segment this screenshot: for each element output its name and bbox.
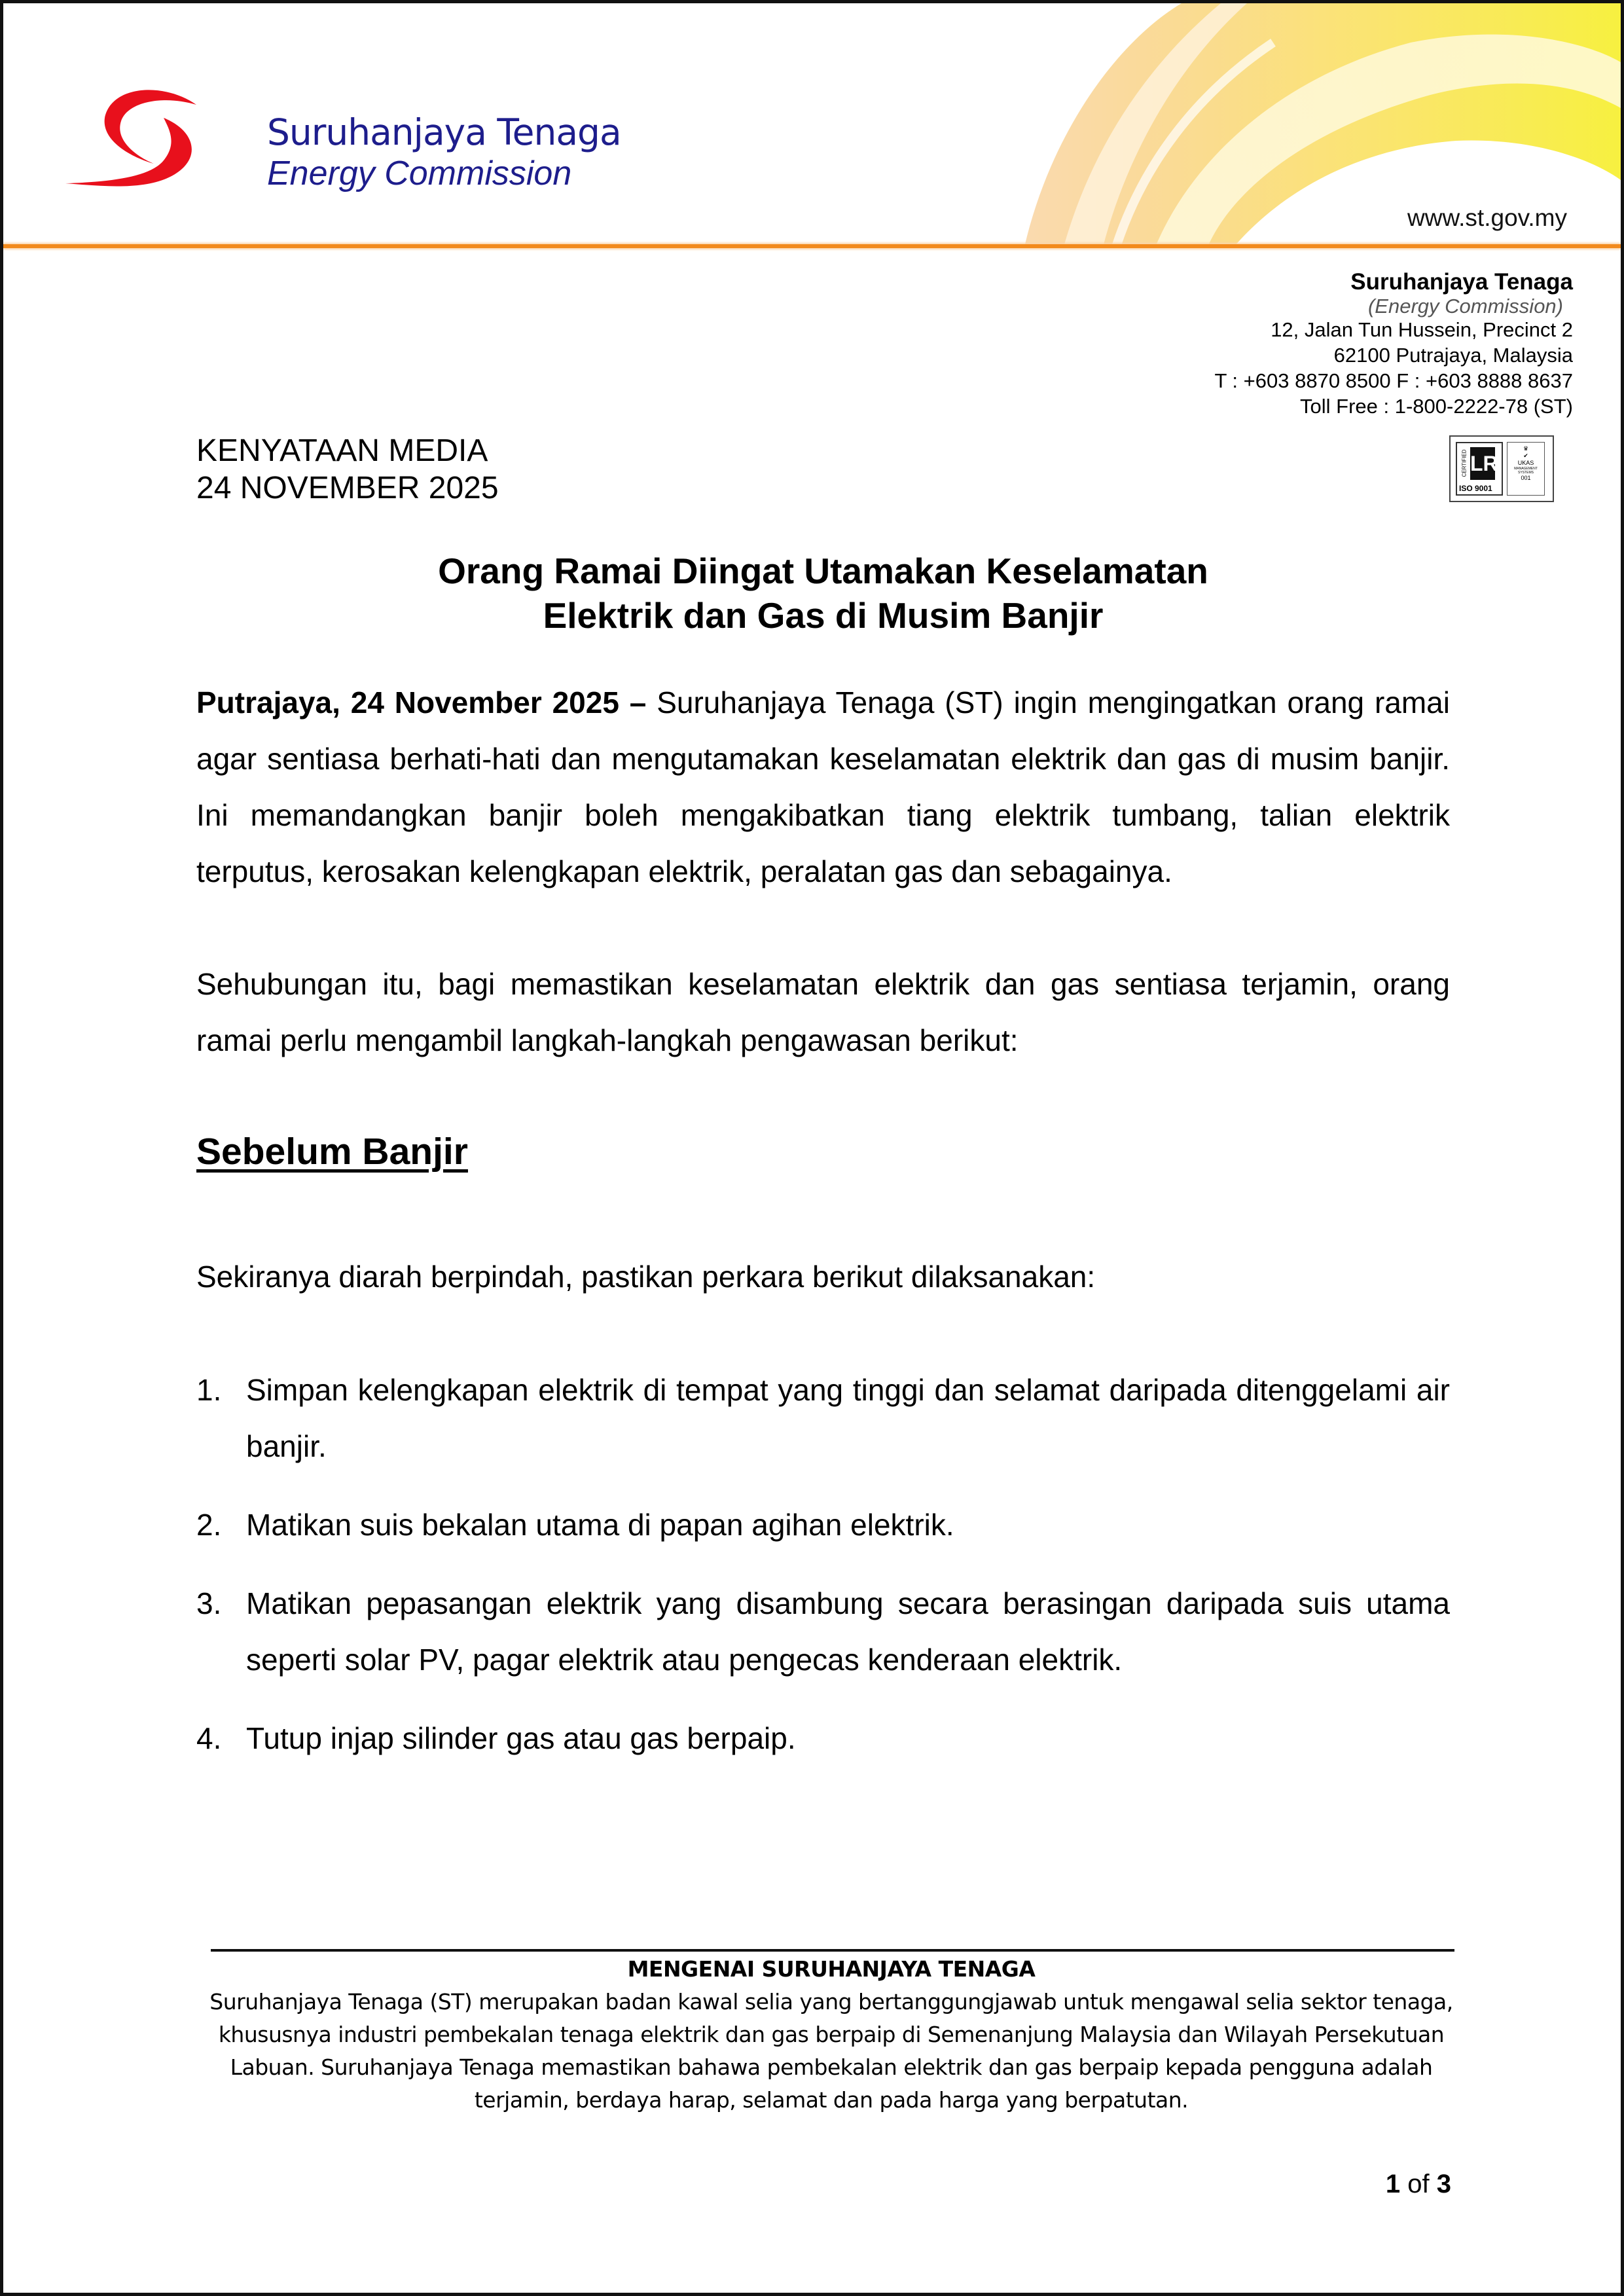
about-section: [203, 1953, 1460, 2117]
website-link[interactable]: www.st.gov.my: [1407, 204, 1567, 231]
address-line1: 12, Jalan Tun Hussein, Precinct 2: [1271, 318, 1573, 341]
iso-label: ISO 9001: [1459, 484, 1492, 493]
item-text: Tutup injap silinder gas atau gas berpaip.: [246, 1721, 796, 1755]
document-date: 24 NOVEMBER 2025: [196, 471, 499, 505]
about-divider: [211, 1949, 1454, 1952]
section-heading: Sebelum Banjir: [196, 1131, 468, 1173]
logo: [65, 79, 668, 196]
about-heading: MENGENAI SURUHANJAYA TENAGA: [627, 1956, 1036, 1982]
item-text: Matikan pepasangan elektrik yang disambung secara berasingan daripada suis utama seperti solar PV, pagar elektrik atau pengecas kenderaan elektrik.: [246, 1586, 1450, 1677]
page-number: [1386, 2170, 1451, 2199]
steps-list: [196, 1362, 1450, 1789]
letterhead: [3, 3, 1621, 247]
toll-free: Toll Free : 1-800-2222-78 (ST): [1300, 395, 1573, 418]
lr-certified-icon: [1456, 442, 1503, 496]
page-title: [196, 549, 1450, 638]
lead-text: Suruhanjaya Tenaga (ST) ingin mengingatkan orang ramai agar sentiasa berhati-hati dan mengutamakan keselamatan elektrik dan gas di musim banjir. Ini memandangkan banjir boleh mengakibatkan tiang elektrik tumbang, talian elektrik terputus, kerosakan kelengkapan elektrik, peralatan gas dan sebagainya.: [196, 685, 1450, 888]
document-type: KENYATAAN MEDIA: [196, 433, 488, 468]
address-line2: 62100 Putrajaya, Malaysia: [1333, 344, 1573, 367]
current-page: 1: [1385, 2170, 1401, 2198]
lr-mark: LR: [1470, 447, 1495, 480]
item-text: Matikan suis bekalan utama di papan agihan elektrik.: [246, 1508, 954, 1542]
item-number: 4.: [196, 1721, 222, 1755]
item-number: 3.: [196, 1586, 222, 1620]
item-text: Simpan kelengkapan elektrik di tempat yang tinggi dan selamat daripada ditenggelami air banjir.: [246, 1373, 1450, 1463]
list-item: [196, 1710, 1450, 1766]
ukas-sublabel: MANAGEMENT SYSTEMS: [1514, 467, 1538, 475]
certified-label: CERTIFIED: [1461, 449, 1468, 477]
paragraph-2: Sehubungan itu, bagi memastikan keselamatan elektrik dan gas sentiasa terjamin, orang ramai perlu mengambil langkah-langkah pengawasan berikut:: [196, 967, 1450, 1057]
list-item: [196, 1497, 1450, 1553]
phone-fax: T : +603 8870 8500 F : +603 8888 8637: [1214, 369, 1573, 392]
title-line2: Elektrik dan Gas di Musim Banjir: [543, 595, 1104, 636]
statement-meta: [196, 432, 499, 507]
list-item: [196, 1575, 1450, 1688]
logo-swirl-icon: [65, 79, 268, 190]
lead-paragraph: [196, 674, 1450, 900]
page-of-label: of: [1407, 2170, 1430, 2198]
section-intro: Sekiranya diarah berpindah, pastikan perkara berikut dilaksanakan:: [196, 1260, 1096, 1294]
title-line1: Orang Ramai Diingat Utamakan Keselamatan: [438, 551, 1208, 591]
iso-certification-badge: [1449, 435, 1554, 502]
dateline: Putrajaya, 24 November 2025 –: [196, 685, 647, 720]
about-text: Suruhanjaya Tenaga (ST) merupakan badan kawal selia yang bertanggungjawab untuk mengawal selia sektor tenaga, khususnya industri pembekalan tenaga elektrik dan gas berpaip di Semenanjung Malaysia dan Wilayah Persekutuan Labuan. Suruhanjaya Tenaga memastikan bahawa pembekalan elektrik dan gas berpaip kepada pengguna adalah terjamin, berdaya harap, selamat dan pada harga yang berpatutan.: [209, 1989, 1453, 2113]
list-item: [196, 1362, 1450, 1474]
ukas-label: UKAS: [1517, 460, 1534, 466]
address-block: [1214, 268, 1573, 419]
ukas-crown-icon: [1507, 442, 1545, 496]
item-number: 1.: [196, 1373, 222, 1407]
org-name-en: (Energy Commission): [1367, 295, 1563, 318]
logo-subtitle: Energy Commission: [267, 155, 572, 192]
header-rule: [3, 244, 1621, 248]
item-number: 2.: [196, 1508, 222, 1542]
org-name: Suruhanjaya Tenaga: [1350, 269, 1573, 295]
total-pages: 3: [1436, 2170, 1451, 2198]
crown-check-icon: ♛ ✔: [1523, 445, 1529, 459]
logo-name: Suruhanjaya Tenaga: [267, 111, 621, 153]
ukas-number: 001: [1521, 475, 1531, 481]
